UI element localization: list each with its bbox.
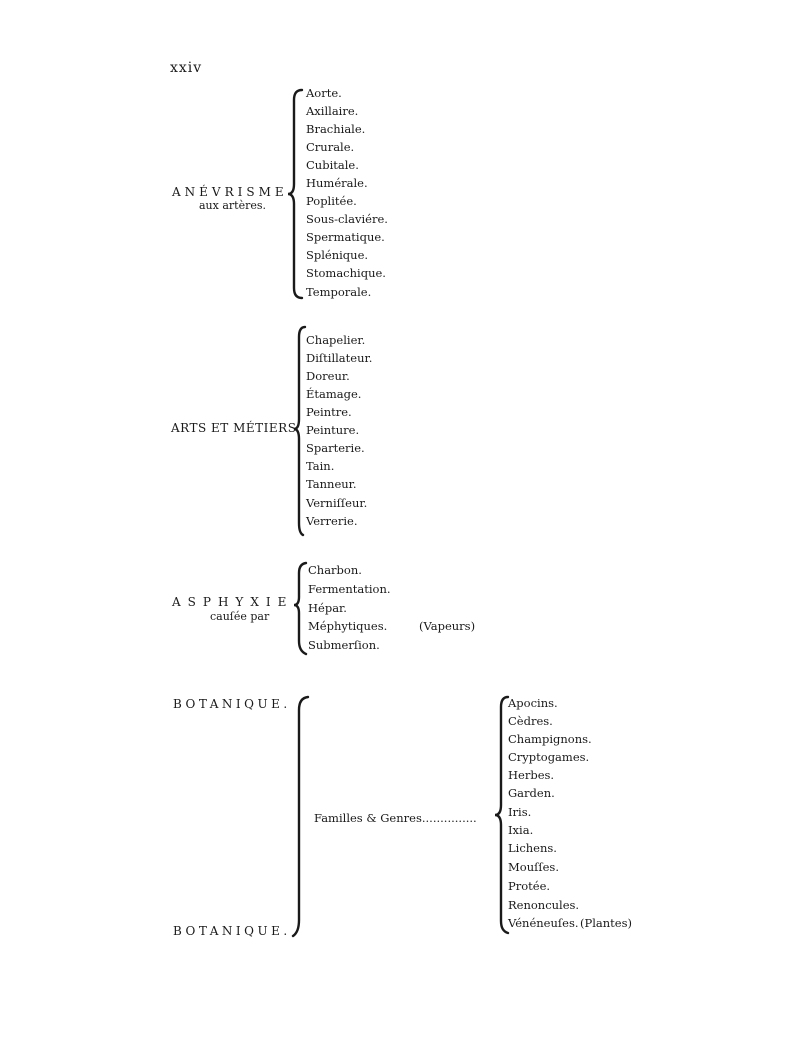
brace-anevrisme [288,88,308,300]
list-item: Poplitée. [306,194,357,208]
families-genres-text: Familles & Genres [314,811,422,825]
list-item: Verrerie. [306,514,358,528]
list-item: Axillaire. [306,104,359,118]
list-item: Apocins. [508,696,558,710]
list-item: Splénique. [306,248,369,262]
list-item: Submerſion. [308,638,380,652]
list-item: Cubitale. [306,158,359,172]
list-item: Iris. [508,805,532,819]
leader-dots: ............... [421,811,477,825]
list-item: Sparterie. [306,441,365,455]
section-subheading-anevrisme: aux artères. [199,199,266,212]
list-item: Sous-claviére. [306,212,388,226]
list-item: Protée. [508,879,551,893]
section-heading-asphyxie: ASPHYXIE [172,595,294,609]
list-item: Charbon. [308,563,362,577]
list-item: Aorte. [306,86,342,100]
list-item: Brachiale. [306,122,366,136]
families-genres-label [314,811,477,825]
list-item: Hépar. [308,601,347,615]
list-item: Verniſſeur. [306,496,368,510]
list-item: Lichens. [508,841,557,855]
list-item: Peinture. [306,423,360,437]
list-item: Stomachique. [306,266,386,280]
section-subheading-asphyxie: cauſée par [210,610,270,623]
section-heading-anevrisme: ANÉVRISME [172,185,288,199]
list-item: Cèdres. [508,714,553,728]
list-item: Mouſſes. [508,860,559,874]
page-number: xxiv [170,60,203,76]
list-item: Tanneur. [306,477,357,491]
list-item: Doreur. [306,369,350,383]
list-item: Crurale. [306,140,355,154]
list-item: Temporale. [306,285,372,299]
list-item: Fermentation. [308,582,391,596]
list-item: Champignons. [508,732,592,746]
list-item: Renoncules. [508,898,580,912]
list-item: Vénéneuſes. [508,916,579,930]
list-item: Peintre. [306,405,352,419]
note-vapeurs: (Vapeurs) [419,619,476,633]
list-item: Ixia. [508,823,534,837]
note-plantes: (Plantes) [580,916,632,930]
brace-botanique-left [290,694,314,940]
list-item: Humérale. [306,176,368,190]
list-item: Diſtillateur. [306,351,373,365]
list-item: Spermatique. [306,230,385,244]
list-item: Cryptogames. [508,750,590,764]
list-item: Méphytiques. [308,619,388,633]
section-heading-arts-et-metiers: ARTS ET MÉTIERS. [171,421,301,435]
list-item: Étamage. [306,387,362,401]
list-item: Tain. [306,459,335,473]
list-item: Herbes. [508,768,555,782]
list-item: Chapelier. [306,333,366,347]
list-item: Garden. [508,786,555,800]
section-heading-botanique-top: BOTANIQUE. [173,697,291,711]
section-heading-botanique-bottom: BOTANIQUE. [173,924,291,938]
